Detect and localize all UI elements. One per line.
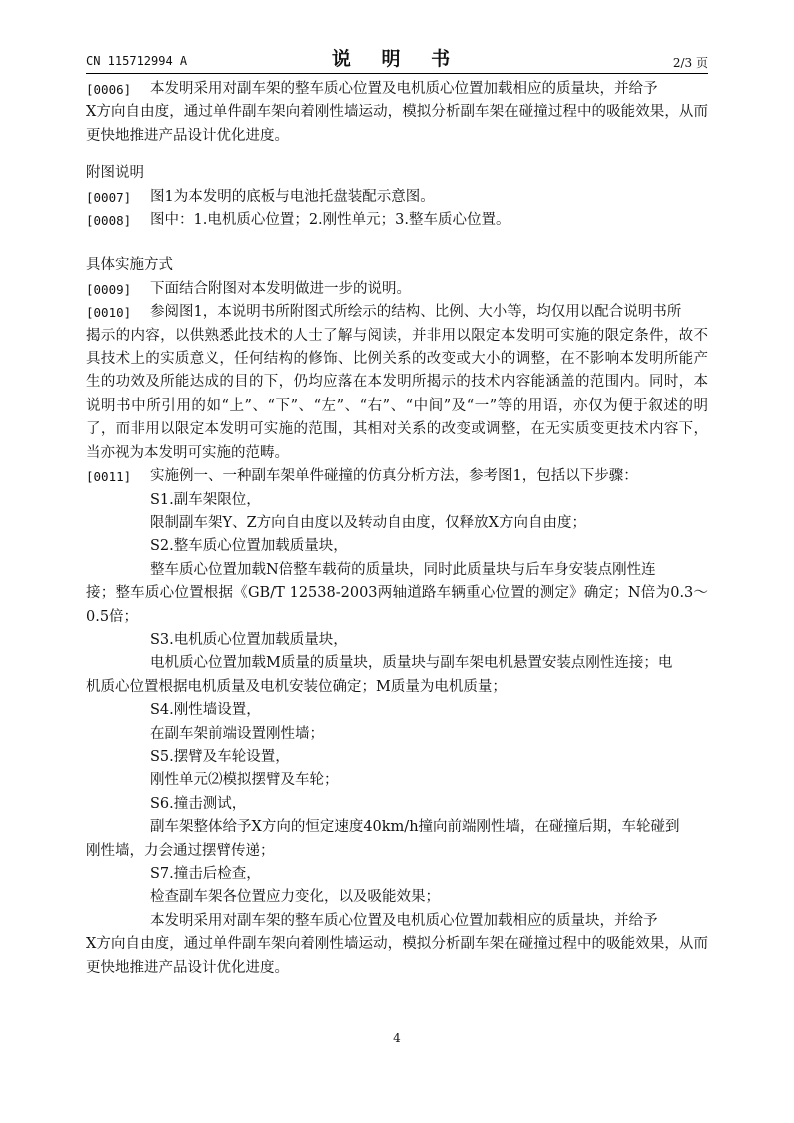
closing-paragraph (86, 910, 708, 980)
paragraph-number: [0010] (86, 305, 132, 321)
page-header (86, 38, 708, 72)
paragraph-text: 参阅图1，本说明书所附图式所绘示的结构、比例、大小等，均仅用以配合说明书所 (150, 304, 682, 321)
paragraph-0010 (86, 301, 708, 465)
paragraph-text: 图1为本发明的底板与电池托盘装配示意图。 (150, 188, 435, 205)
page-number: 4 (393, 1031, 401, 1045)
document-body (86, 78, 708, 980)
step-s7-title: S7.撞击后检查， (150, 866, 261, 882)
paragraph-text-cont: 揭示的内容，以供熟悉此技术的人士了解与阅读，并非用以限定本发明可实施的限定条件，故不具技术上的实质意义，任何结构的修饰、比例关系的改变或大小的调整，在不影响本发明所能产生的功效及所能达成的目的下，仍均应落在本发明所揭示的技术内容能涵盖的范围内。同时，本说明书中所引用的如“上”、“下”、“左”、“右”、“中间”及“一”等的用语，亦仅为便于叙述的明了，而非用以限定本发明可实施的范围，其相对关系的改变或调整，在无实质变更技术内容下，当亦视为本发明可实施的范畴。 (86, 327, 708, 461)
step-text-cont: 接；整车质心位置根据《GB/T 12538-2003两轴道路车辆重心位置的测定》确定；N倍为0.3～0.5倍； (86, 585, 708, 625)
paragraph-0011 (86, 465, 708, 488)
paragraph-text: 图中：1.电机质心位置；2.刚性单元；3.整车质心位置。 (150, 212, 511, 229)
paragraph-text: 本发明采用对副车架的整车质心位置及电机质心位置加载相应的质量块，并给予 (150, 81, 658, 97)
paragraph-0008 (86, 209, 708, 232)
section-heading-figures: 附图说明 (86, 165, 144, 182)
step-s4-text: 在副车架前端设置刚性墙； (150, 725, 324, 742)
paragraph-number: [0008] (86, 213, 132, 229)
step-s6-title: S6.撞击测试， (150, 795, 247, 812)
paragraph-number: [0006] (86, 82, 132, 97)
step-text: 副车架整体给予X方向的恒定速度40km/h撞向前端刚性墙，在碰撞后期，车轮碰到 (150, 819, 680, 836)
closing-text-cont: X方向自由度，通过单件副车架向着刚性墙运动，模拟分析副车架在碰撞过程中的吸能效果，从而更快地推进产品设计优化进度。 (86, 936, 708, 976)
header-divider (86, 73, 708, 74)
step-s5-title: S5.摆臂及车轮设置， (150, 748, 290, 765)
step-s2-title: S2.整车质心位置加载质量块， (150, 538, 348, 555)
step-text-cont: 机质心位置根据电机质量及电机安装位确定；M质量为电机质量； (86, 678, 507, 695)
paragraph-number: [0009] (86, 281, 132, 297)
paragraph-text: 下面结合附图对本发明做进一步的说明。 (150, 280, 411, 297)
paragraph-0007 (86, 186, 708, 209)
step-s5-text: 刚性单元⑵模拟摆臂及车轮； (150, 772, 339, 789)
paragraph-text: 实施例一、一种副车架单件碰撞的仿真分析方法，参考图1，包括以下步骤： (150, 468, 638, 485)
page-title: 说 明 书 (331, 48, 463, 70)
step-s1-text: 限制副车架Y、Z方向自由度以及转动自由度，仅释放X方向自由度； (150, 514, 586, 531)
paragraph-0009 (86, 278, 708, 301)
step-text: 电机质心位置加载M质量的质量块，质量块与副车架电机悬置安装点刚性连接；电 (150, 655, 673, 672)
step-s2-text (86, 559, 708, 629)
step-s7-text: 检查副车架各位置应力变化，以及吸能效果； (150, 889, 440, 906)
paragraph-text-cont: X方向自由度，通过单件副车架向着刚性墙运动，模拟分析副车架在碰撞过程中的吸能效果，从而更快地推进产品设计优化进度。 (86, 104, 708, 144)
step-s3-title: S3.电机质心位置加载质量块， (150, 631, 348, 648)
step-s6-text (86, 816, 708, 863)
page-counter: 2/3 页 (672, 56, 708, 70)
closing-text: 本发明采用对副车架的整车质心位置及电机质心位置加载相应的质量块，并给予 (150, 912, 658, 929)
step-s1-title: S1.副车架限位， (150, 491, 261, 508)
paragraph-number: [0011] (86, 469, 132, 485)
paragraph-number: [0007] (86, 189, 132, 205)
step-text: 整车质心位置加载N倍整车载荷的质量块，同时此质量块与后车身安装点刚性连 (150, 561, 656, 578)
paragraph-0006 (86, 78, 708, 148)
step-s4-title: S4.刚性墙设置， (150, 702, 261, 719)
step-s3-text (86, 652, 708, 699)
document-id: CN 115712994 A (86, 54, 188, 68)
step-text-cont: 刚性墙，力会通过摆臂传递； (86, 842, 275, 859)
section-heading-embodiment: 具体实施方式 (86, 257, 173, 274)
